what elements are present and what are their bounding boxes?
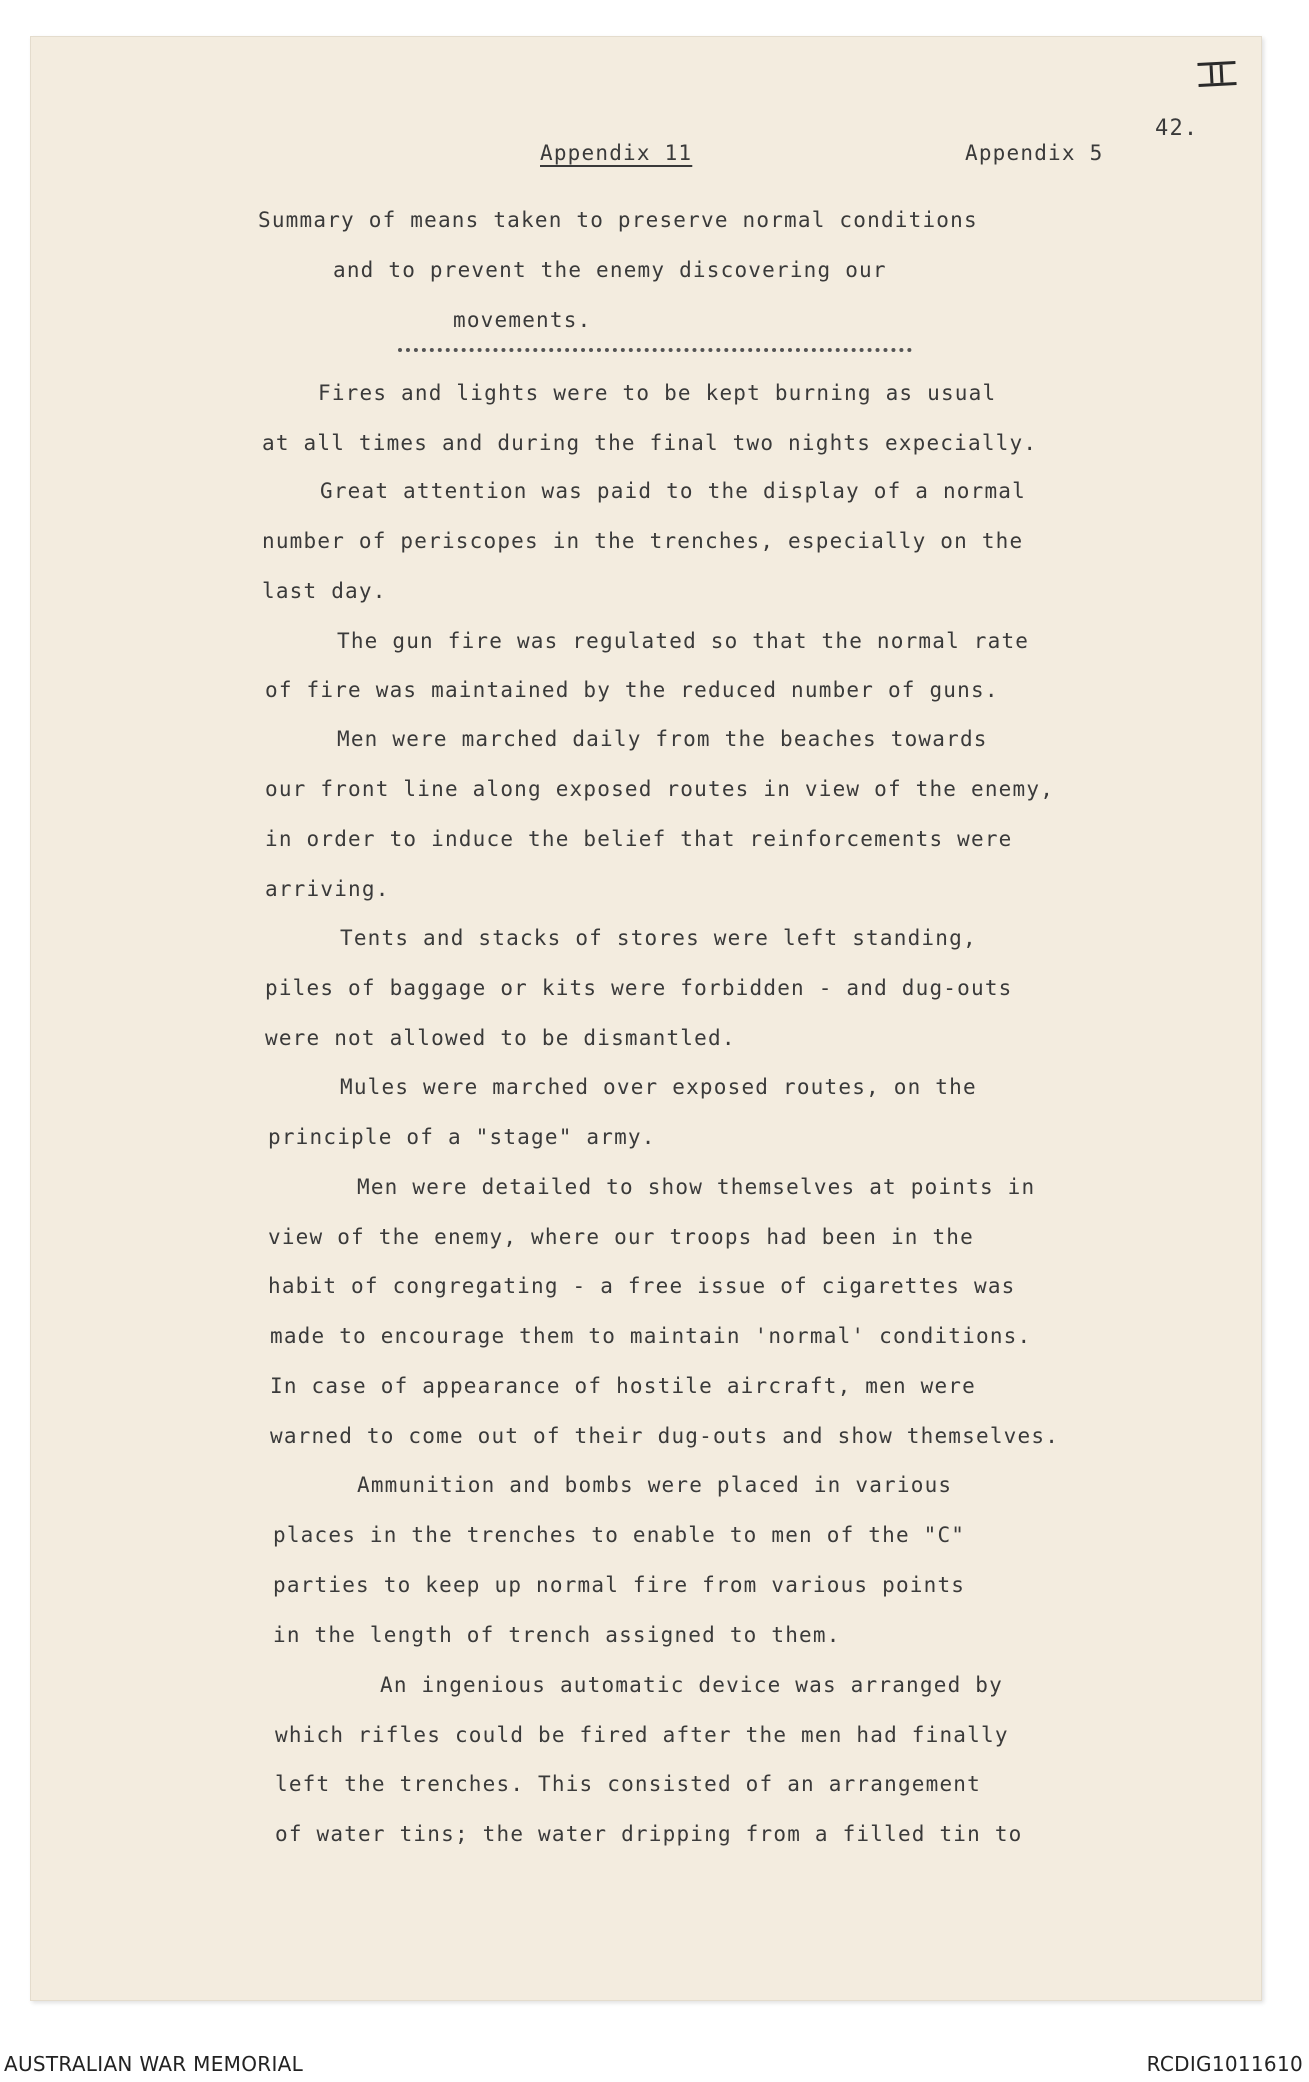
body-text-line: places in the trenches to enable to men of the "C" <box>273 1523 966 1547</box>
body-text-line: habit of congregating - a free issue of cigarettes was <box>268 1274 1016 1298</box>
body-text-line: Tents and stacks of stores were left standing, <box>340 926 977 950</box>
body-text-line: left the trenches. This consisted of an arrangement <box>275 1772 981 1796</box>
body-text-line: made to encourage them to maintain 'normal' conditions. <box>270 1324 1032 1348</box>
body-text-line: in the length of trench assigned to them. <box>273 1623 841 1647</box>
body-text-line: our front line along exposed routes in view of the enemy, <box>265 777 1055 801</box>
body-text-line: Ammunition and bombs were placed in various <box>357 1473 953 1497</box>
dotted-separator <box>398 348 912 352</box>
body-text-line: An ingenious automatic device was arranged by <box>380 1673 1003 1697</box>
body-text-line: Mules were marched over exposed routes, on the <box>340 1075 977 1099</box>
body-text-line: Men were detailed to show themselves at points in <box>357 1175 1036 1199</box>
body-text-line: parties to keep up normal fire from various points <box>273 1573 966 1597</box>
body-text-line: The gun fire was regulated so that the normal rate <box>337 629 1030 653</box>
body-text-line: in order to induce the belief that reinforcements were <box>265 827 1013 851</box>
body-text-line: at all times and during the final two nights expecially. <box>262 431 1038 455</box>
body-text-line: warned to come out of their dug-outs and show themselves. <box>270 1424 1060 1448</box>
body-text-line: which rifles could be fired after the men had finally <box>275 1723 1009 1747</box>
body-text-line: number of periscopes in the trenches, especially on the <box>262 529 1024 553</box>
summary-title-line: Summary of means taken to preserve normal conditions <box>258 208 978 232</box>
summary-title-line: and to prevent the enemy discovering our <box>333 258 887 282</box>
body-text-line: of fire was maintained by the reduced number of guns. <box>265 678 999 702</box>
body-text-line: Men were marched daily from the beaches towards <box>337 727 988 751</box>
body-text-line: Great attention was paid to the display of a normal <box>320 479 1026 503</box>
record-identifier: RCDIG1011610 <box>1146 2052 1303 2076</box>
page-number: 42. <box>1155 116 1199 141</box>
body-text-line: were not allowed to be dismantled. <box>265 1026 736 1050</box>
archive-credit: AUSTRALIAN WAR MEMORIAL <box>4 2052 304 2076</box>
body-text-line: view of the enemy, where our troops had been in the <box>268 1225 974 1249</box>
appendix-heading-underlined: Appendix 11 <box>540 141 693 165</box>
body-text-line: piles of baggage or kits were forbidden - and dug-outs <box>265 976 1013 1000</box>
roman-numeral-mark <box>1197 61 1236 87</box>
body-text-line: principle of a "stage" army. <box>268 1125 656 1149</box>
body-text-line: of water tins; the water dripping from a filled tin to <box>275 1822 1023 1846</box>
body-text-line: last day. <box>262 579 387 603</box>
body-text-line: arriving. <box>265 877 390 901</box>
body-text-line: In case of appearance of hostile aircraft, men were <box>270 1374 976 1398</box>
body-text-line: Fires and lights were to be kept burning as usual <box>318 381 997 405</box>
appendix-heading: Appendix 5 <box>965 141 1104 165</box>
document-page <box>30 36 1262 2001</box>
summary-title-line: movements. <box>453 308 592 332</box>
